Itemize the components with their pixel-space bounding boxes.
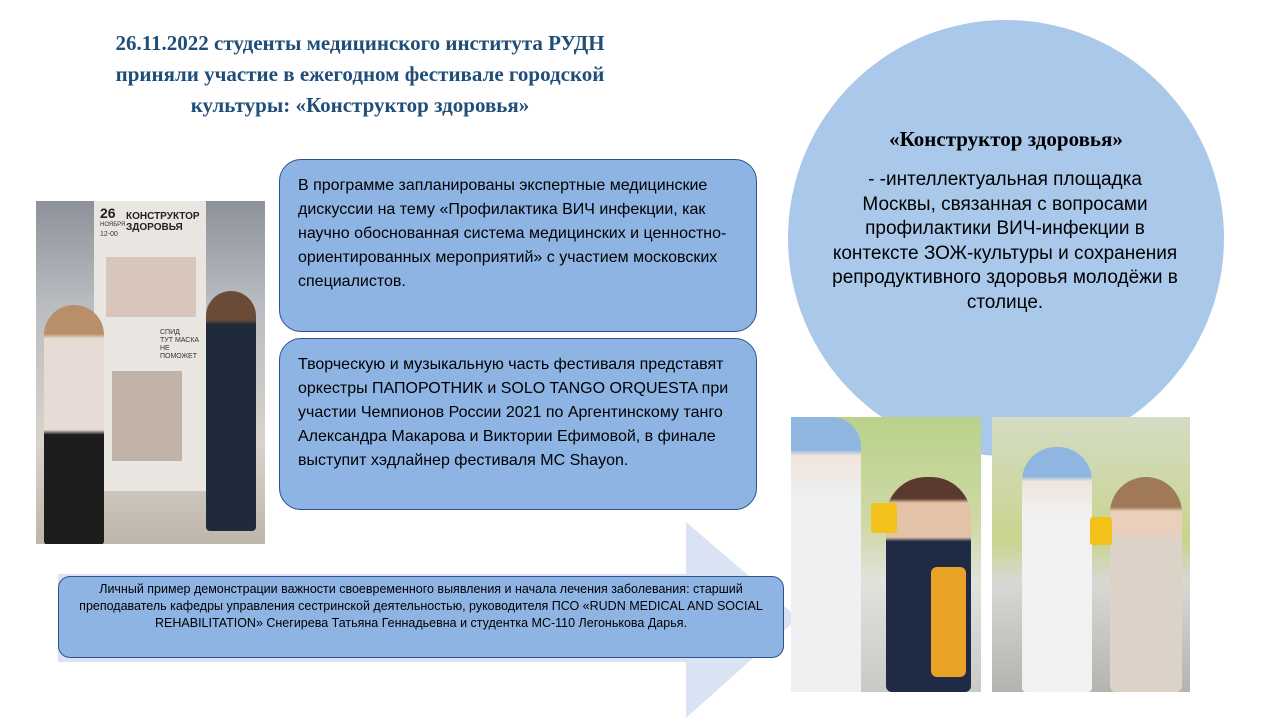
circle-text: - -интеллектуальная площадка Москвы, связанная с вопросами профилактики ВИЧ-инфекции в контексте ЗОЖ-культуры и сохранения репродуктивного здоровья молодёжи в столице. <box>832 169 1178 313</box>
nurse-figure-2 <box>1022 447 1092 692</box>
sharps-container-2 <box>1090 517 1112 545</box>
chair <box>931 567 966 677</box>
example-box <box>58 576 784 658</box>
person-right <box>206 291 256 531</box>
poster-date <box>100 205 116 221</box>
festival-photo <box>36 201 265 544</box>
person-left <box>44 305 104 544</box>
program-text: В программе запланированы экспертные медицинские дискуссии на тему «Профилактика ВИЧ инфекции, как научно обоснованная система медицинских и ценностно-ориентированных мероприятий» с участием московских специалистов. <box>298 177 727 290</box>
program-box <box>279 159 757 332</box>
slide-title: 26.11.2022 студенты медицинского института РУДН приняли участие в ежегодном фестивале городской культуры: «Конструктор здоровья» <box>115 31 605 117</box>
poster-date-month: НОЯБРЯ <box>100 222 126 228</box>
poster-image <box>106 257 196 317</box>
music-box <box>279 338 757 510</box>
music-text: Творческую и музыкальную часть фестиваля представят оркестры ПАПОРОТНИК и SOLO TANGO ORQUESTA при участии Чемпионов России 2021 по Аргентинскому танго Александра Макарова и Виктории Ефимовой, в финале выступит хэдлайнер фестиваля MC Shayon. <box>298 356 729 469</box>
testing-photo-teacher <box>791 417 981 692</box>
testing-photo-student <box>992 417 1190 692</box>
sharps-container <box>871 503 897 533</box>
student-figure <box>1110 477 1182 692</box>
nurse-figure <box>791 417 861 692</box>
poster-time: 12-00 <box>100 231 118 238</box>
poster-image-2 <box>112 371 182 461</box>
poster-title: КОНСТРУКТОР ЗДОРОВЬЯ <box>126 211 200 233</box>
circle-title: «Конструктор здоровья» <box>889 127 1123 151</box>
example-text: Личный пример демонстрации важности своевременного выявления и начала лечения заболевания: старший преподаватель кафедры управления сестринской деятельностью, руководителя ПСО «RUDN MEDICAL AND SOCIAL REHABILITATION» Снегирева Татьяна Геннадьевна и студентка МС-110 Легонькова Дарья. <box>79 582 763 630</box>
poster-banner <box>94 201 206 491</box>
poster-date-day: 26 <box>100 205 116 221</box>
poster-slogan: СПИД ТУТ МАСКА НЕ ПОМОЖЕТ <box>160 329 200 360</box>
